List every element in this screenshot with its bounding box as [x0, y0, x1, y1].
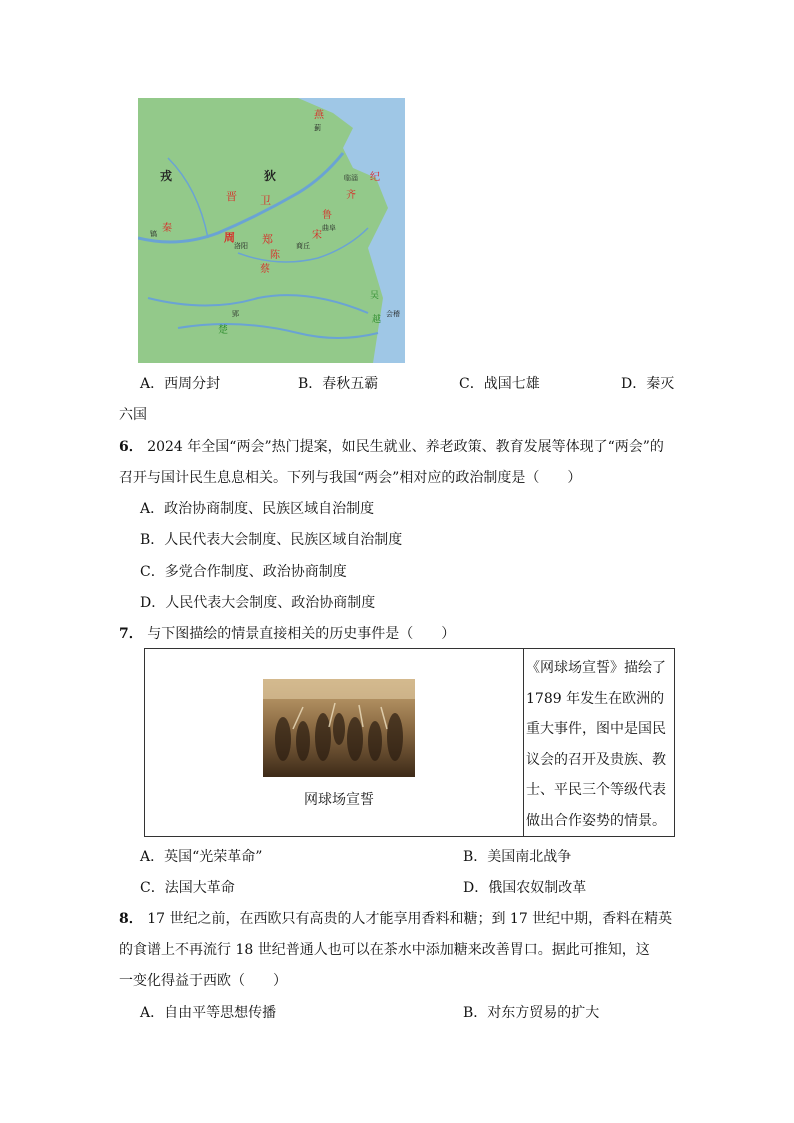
- desc-line: 《网球场宣誓》描绘了: [526, 660, 666, 676]
- map-label-zhou: 周: [224, 231, 235, 244]
- q6-option-c[interactable]: C．多党合作制度、政治协商制度: [140, 564, 347, 580]
- map-label-jin: 晋: [226, 190, 237, 203]
- map-label-song: 宋: [312, 230, 322, 241]
- map-label-hao: 镐: [150, 230, 157, 238]
- q8-option-b[interactable]: B．对东方贸易的扩大: [463, 1005, 600, 1021]
- map-label-yan: 燕: [314, 110, 324, 121]
- q6-stem-text1: 2024 年全国“两会”热门提案，如民生就业、养老政策、教育发展等体现了“两会”的: [147, 439, 664, 455]
- q5-option-a[interactable]: A．西周分封: [140, 376, 221, 392]
- q8-stem-line3: 一变化得益于西欧（ ）: [119, 973, 287, 989]
- q7-figure-table: [144, 648, 675, 837]
- q8-option-a[interactable]: A．自由平等思想传播: [140, 1005, 277, 1021]
- map-label-cai: 蔡: [260, 264, 270, 275]
- map-label-chen: 陈: [270, 250, 280, 261]
- map-label-ji2: 纪: [370, 172, 380, 183]
- q6-stem-line2: 召开与国计民生息息相关。下列与我国“两会”相对应的政治制度是（ ）: [119, 470, 582, 486]
- desc-line: 1789 年发生在欧洲的: [526, 690, 665, 707]
- q5-option-d[interactable]: D．秦灭: [621, 376, 675, 392]
- q8-stem-line1: [119, 908, 672, 928]
- map-label-kuaiji: 会稽: [386, 310, 400, 318]
- q6-number: 6．: [119, 439, 143, 455]
- desc-line: 士、平民三个等级代表: [526, 782, 666, 798]
- map-label-qufu: 曲阜: [322, 224, 336, 232]
- q7-stem-text: 与下图描绘的情景直接相关的历史事件是（ ）: [147, 626, 456, 642]
- map-label-wu: 吴: [370, 291, 380, 301]
- painting-caption: 网球场宣誓: [304, 792, 374, 808]
- q7-option-a[interactable]: A．英国“光荣革命”: [140, 849, 263, 865]
- painting-description: [526, 653, 676, 836]
- q7-option-c[interactable]: C．法国大革命: [140, 880, 235, 896]
- q7-number: 7．: [119, 626, 143, 642]
- desc-line: 重大事件，图中是国民: [526, 721, 666, 737]
- q8-stem-text1: 17 世纪之前，在西欧只有高贵的人才能享用香料和糖；到 17 世纪中期，香料在精英: [147, 911, 673, 927]
- q8-stem-line2: 的食谱上不再流行 18 世纪普通人也可以在茶水中添加糖来改善胃口。据此可推知，这: [119, 942, 650, 958]
- tennis-court-oath-painting: [263, 679, 415, 777]
- q8-number: 8．: [119, 911, 143, 927]
- q7-option-b[interactable]: B．美国南北战争: [463, 849, 572, 865]
- map-label-luoyang: 洛阳: [234, 242, 248, 250]
- map-label-ji: 蓟: [314, 124, 321, 132]
- desc-line: 议会的召开及贵族、教: [526, 751, 666, 768]
- map-label-qi: 齐: [346, 190, 356, 201]
- q6-stem-line1: [119, 436, 664, 456]
- map-label-ying: 郢: [232, 310, 239, 318]
- map-label-qin: 秦: [162, 223, 172, 234]
- map-label-lu: 鲁: [322, 210, 332, 221]
- map-label-linzi: 临淄: [344, 174, 358, 182]
- map-label-chu: 楚: [218, 325, 228, 336]
- q5-option-c[interactable]: C．战国七雄: [459, 376, 540, 392]
- q5-option-b[interactable]: B．春秋五霸: [298, 376, 379, 392]
- q7-option-d[interactable]: D．俄国农奴制改革: [463, 880, 587, 896]
- q5-option-d-continuation: 六国: [119, 407, 147, 423]
- desc-line: 做出合作姿势的情景。: [526, 812, 666, 829]
- q6-option-a[interactable]: A．政治协商制度、民族区域自治制度: [140, 501, 375, 517]
- q6-option-b[interactable]: B．人民代表大会制度、民族区域自治制度: [140, 532, 403, 548]
- map-label-di: 狄: [264, 169, 277, 183]
- table-divider: [523, 649, 524, 836]
- map-label-wei: 卫: [260, 194, 271, 207]
- map-label-rong: 戎: [160, 169, 173, 183]
- map-label-yue: 越: [372, 315, 382, 325]
- q7-stem: [119, 623, 455, 643]
- map-label-zheng: 郑: [262, 233, 273, 246]
- spring-autumn-map: [138, 98, 405, 363]
- map-label-shangqiu: 商丘: [296, 242, 310, 250]
- q6-option-d[interactable]: D．人民代表大会制度、政治协商制度: [140, 595, 376, 611]
